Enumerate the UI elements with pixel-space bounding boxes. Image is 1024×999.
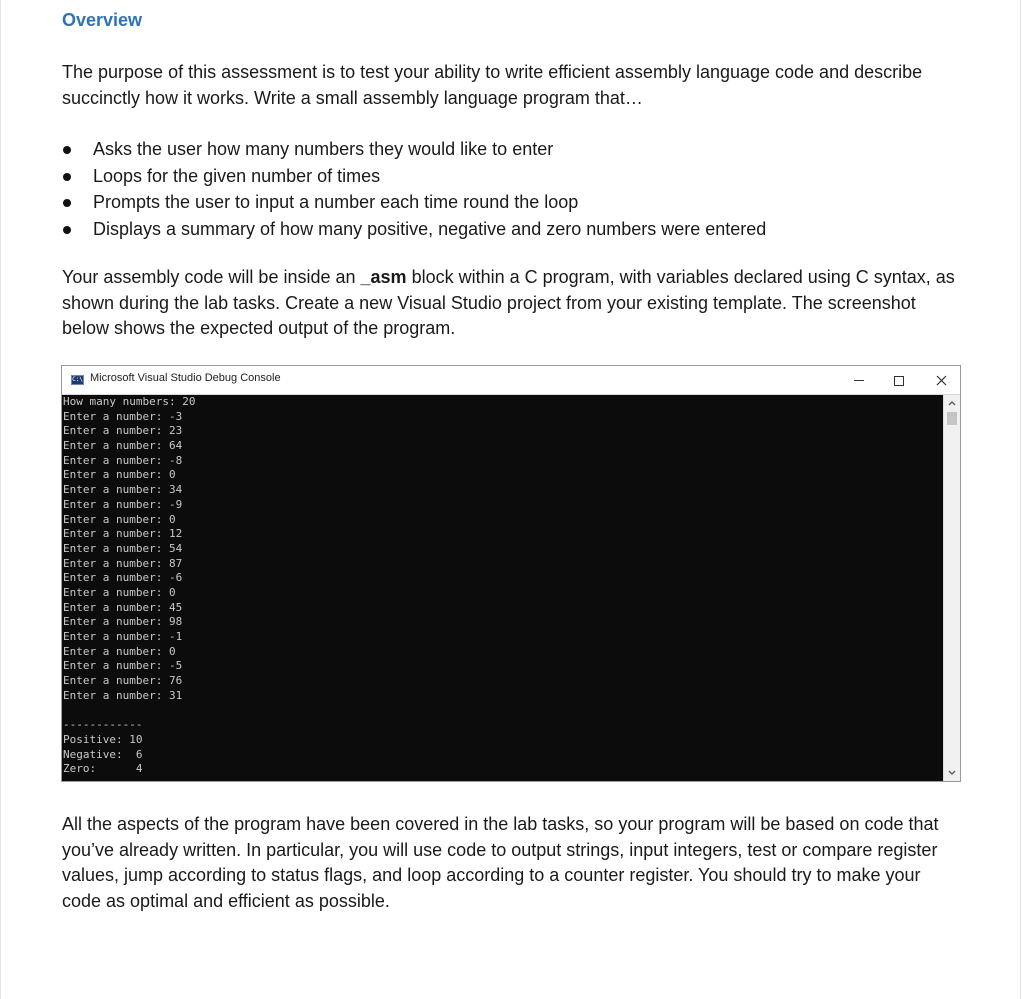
closing-paragraph: All the aspects of the program have been covered in the lab tasks, so your program will be based on code that you’ve already written. In particular, you will use code to output strings, input integers, test or compare register values, jump according to status flags, and loop according to a counter register. You should try to make your code as optimal and efficient as possible. (62, 814, 939, 911)
console-line: Enter a number: 64 (63, 439, 183, 453)
console-line: Enter a number: 12 (63, 527, 183, 541)
console-window-screenshot (61, 365, 961, 782)
console-line: Enter a number: 54 (63, 541, 183, 555)
console-line: Zero: 4 (63, 762, 143, 776)
console-title: Microsoft Visual Studio Debug Console (90, 372, 281, 384)
asm-paragraph-end: block within a C program, with variables declared using C syntax, as shown during the lab tasks. Create a new Visual Studio project from your existing template. The screenshot below shows the expected output of the program. (62, 267, 955, 338)
page-edge-left (0, 0, 1, 999)
asm-paragraph (62, 265, 962, 342)
close-button[interactable] (926, 369, 956, 391)
console-line: Enter a number: 76 (63, 674, 183, 688)
console-line: Enter a number: 31 (63, 688, 183, 702)
bullet-icon (63, 173, 71, 181)
console-app-icon: C:\ (72, 376, 83, 383)
console-line: Negative: 6 (63, 747, 143, 761)
page-edge-right (1020, 0, 1021, 999)
scroll-down-button[interactable] (944, 765, 960, 781)
close-icon (936, 375, 947, 386)
maximize-button[interactable] (884, 369, 914, 391)
section-heading: Overview (62, 10, 143, 30)
console-line: Enter a number: -6 (63, 571, 183, 585)
console-line: Enter a number: 0 (63, 585, 176, 599)
bullet-icon (63, 146, 71, 154)
scroll-up-button[interactable] (944, 395, 960, 411)
chevron-up-icon (948, 400, 956, 406)
console-line (63, 703, 943, 718)
list-item (62, 216, 766, 243)
console-line: Enter a number: -5 (63, 659, 183, 673)
list-item (62, 136, 766, 163)
list-item-text: Prompts the user to input a number each time round the loop (93, 192, 579, 212)
asm-keyword: _asm (360, 267, 407, 287)
console-line: Enter a number: 0 (63, 644, 176, 658)
bullet-icon (63, 199, 71, 207)
requirements-list (62, 136, 766, 242)
minimize-icon (854, 380, 864, 381)
list-item (62, 189, 766, 216)
asm-paragraph-start: Your assembly code will be inside an (62, 267, 361, 287)
console-line: Enter a number: 23 (63, 424, 183, 438)
console-line: Enter a number: -3 (63, 409, 183, 423)
console-line: Enter a number: -9 (63, 497, 183, 511)
list-item-text: Loops for the given number of times (93, 165, 381, 186)
bullet-icon (63, 226, 71, 234)
minimize-button[interactable] (844, 369, 874, 391)
chevron-down-icon (948, 770, 956, 776)
console-line: Positive: 10 (63, 732, 143, 746)
console-line: Enter a number: 45 (63, 600, 183, 614)
console-line: Enter a number: 87 (63, 556, 183, 570)
maximize-icon (894, 376, 904, 386)
intro-paragraph: The purpose of this assessment is to test your ability to write efficient assembly language code and describe succinctly how it works. Write a small assembly language program that… (62, 62, 923, 108)
console-line: ------------ (63, 718, 143, 732)
list-item (62, 163, 766, 190)
list-item-text: Asks the user how many numbers they would like to enter (93, 139, 554, 159)
scroll-thumb[interactable] (947, 412, 957, 425)
console-line: Enter a number: -1 (63, 630, 183, 643)
console-line: Enter a number: 0 (63, 512, 176, 526)
console-line: Enter a number: -8 (63, 453, 183, 467)
console-output (63, 395, 943, 780)
console-line: Enter a number: 98 (63, 615, 183, 629)
console-line: Enter a number: 34 (63, 483, 183, 497)
console-scrollbar[interactable] (943, 395, 960, 781)
console-line: How many numbers: 20 (63, 395, 196, 408)
list-item-text: Displays a summary of how many positive, negative and zero numbers were entered (93, 218, 767, 239)
console-line: Enter a number: 0 (63, 468, 176, 482)
console-titlebar (62, 366, 960, 395)
